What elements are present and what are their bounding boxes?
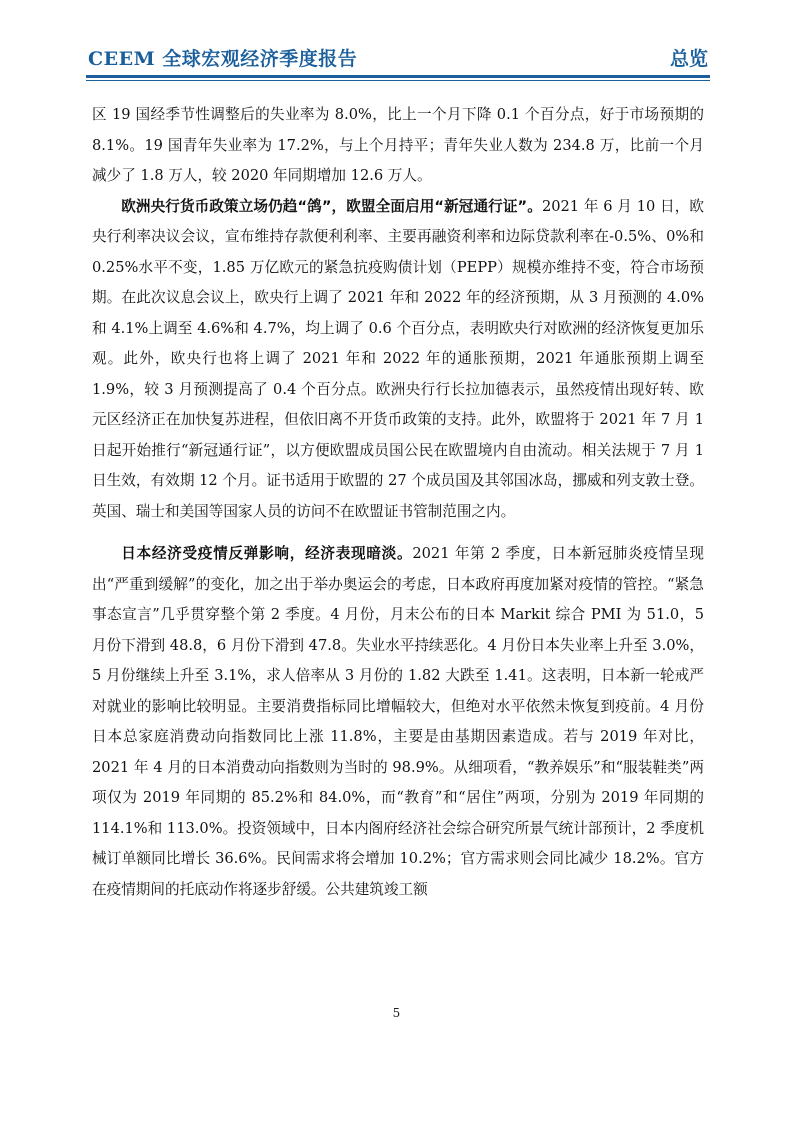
header-divider: [86, 75, 710, 78]
body-text: [92, 100, 704, 905]
paragraph-text: 2021 年第 2 季度，日本新冠肺炎疫情呈现出“严重到缓解”的变化，加之出于举办奥运会的考虑，日本政府再度加紧对疫情的管控。“紧急事态宣言”几乎贯穿整个第 2 季度。4 月份，月末公布的日本 Markit 综合 PMI 为 51.0，5 月份下滑到 48.8，6 月份下滑到 47.8。失业水平持续恶化。4 月份日本失业率上升至 3.0%，5 月份继续上升至 3.1%，求人倍率从 3 月份的 1.82 大跌至 1.41。这表明，日本新一轮戒严对就业的影响比较明显。主要消费指标同比增幅较大，但绝对水平依然未恢复到疫前。4 月份日本总家庭消费动向指数同比上涨 11.8%，主要是由基期因素造成。若与 2019 年对比，2021 年 4 月的日本消费动向指数则为当时的 98.9%。从细项看，“教养娱乐”和“服装鞋类”两项仅为 2019 年同期的 85.2%和 84.0%，而“教育”和“居住”两项，分别为 2019 年同期的 114.1%和 113.0%。投资领域中，日本内阁府经济社会综合研究所景气统计部预计，2 季度机械订单额同比增长 36.6%。民间需求将会增加 10.2%；官方需求则会同比减少 18.2%。官方在疫情期间的托底动作将逐步舒缓。公共建筑竣工额: [92, 545, 704, 898]
paragraph-text: 区 19 国经季节性调整后的失业率为 8.0%，比上一个月下降 0.1 个百分点，好于市场预期的 8.1%。19 国青年失业率为 17.2%，与上个月持平；青年失业人数为 234.8 万，比前一个月减少了 1.8 万人，较 2020 年同期增加 12.6 万人。: [92, 106, 704, 184]
paragraph-lead: 欧洲央行货币政策立场仍趋“鸽”，欧盟全面启用“新冠通行证”。: [121, 197, 542, 215]
paragraph-eu-unemployment: [92, 100, 704, 192]
section-label: 总览: [669, 48, 708, 70]
paragraph-lead: 日本经济受疫情反弹影响，经济表现暗淡。: [121, 545, 413, 562]
header-divider-thin: [86, 80, 710, 81]
page-number: 5: [392, 1006, 401, 1020]
page-header: [88, 38, 708, 78]
paragraph-text: 2021 年 6 月 10 日，欧央行利率决议会议，宣布维持存款便利利率、主要再融资利率和边际贷款利率在-0.5%、0%和 0.25%水平不变，1.85 万亿欧元的紧急抗疫购债计划（PEPP）规模亦维持不变，符合市场预期。在此次议息会议上，欧央行上调了 2021 年和 2022 年的经济预期，从 3 月预测的 4.0%和 4.1%上调至 4.6%和 4.7%，均上调了 0.6 个百分点，表明欧央行对欧洲的经济恢复更加乐观。此外，欧央行也将上调了 2021 年和 2022 年的通胀预期，2021 年通胀预期上调至 1.9%，较 3 月预测提高了 0.4 个百分点。欧洲央行行长拉加德表示，虽然疫情出现好转、欧元区经济正在加快复苏进程，但依旧离不开货币政策的支持。此外，欧盟将于 2021 年 7 月 1 日起开始推行“新冠通行证”，以方便欧盟成员国公民在欧盟境内自由流动。相关法规于 7 月 1 日生效，有效期 12 个月。证书适用于欧盟的 27 个成员国及其邻国冰岛，挪威和列支敦士登。英国、瑞士和美国等国家人员的访问不在欧盟证书管制范围之内。: [92, 197, 704, 520]
report-title: CEEM 全球宏观经济季度报告: [88, 48, 358, 70]
paragraph-ecb-policy: [92, 192, 704, 528]
paragraph-japan-economy: [92, 539, 704, 905]
